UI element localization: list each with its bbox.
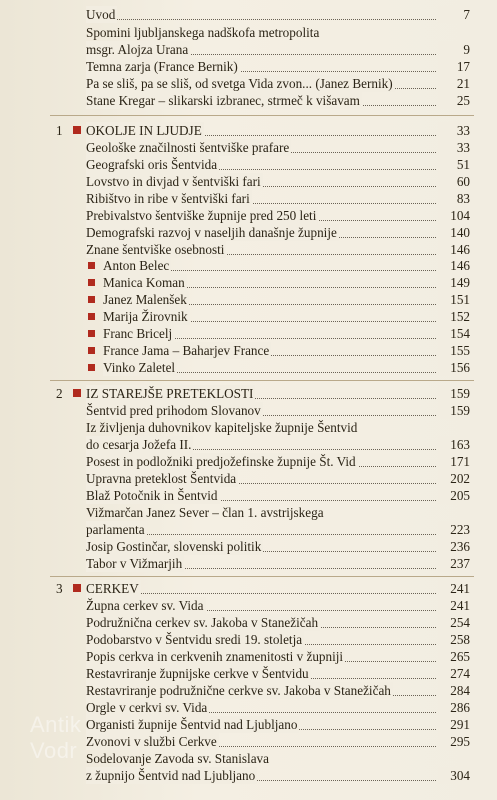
toc-entry-page: 223 <box>438 521 470 538</box>
toc-entry-page: 146 <box>438 241 470 258</box>
toc-entry-page: 237 <box>438 555 470 572</box>
chapter-number: 3 <box>56 581 63 596</box>
toc-entry-page: 286 <box>438 699 470 716</box>
toc-entry-page: 155 <box>438 342 470 359</box>
toc-entry <box>86 597 470 614</box>
toc-entry <box>86 665 470 682</box>
toc-entry <box>86 470 470 487</box>
bullet-square-icon <box>88 296 95 303</box>
toc-entry-title: Iz življenja duhovnikov kapiteljske župnije Šentvid <box>86 420 358 435</box>
toc-entry <box>86 241 470 258</box>
chapter-number: 1 <box>56 123 63 138</box>
toc-entry-title: Vinko Zaletel <box>103 360 176 375</box>
toc-entry <box>86 6 470 23</box>
toc-subentry <box>103 342 470 359</box>
toc-entry-page: 25 <box>438 92 470 109</box>
toc-entry-title: Janez Malenšek <box>103 292 187 307</box>
chapter-marker-icon <box>73 389 81 397</box>
toc-entry-title: Demografski razvoj v naseljih današnje župnije <box>86 225 337 240</box>
toc-entry-page: 171 <box>438 453 470 470</box>
toc-entry-title: Podobarstvo v Šentvidu sredi 19. stoletja <box>86 632 303 647</box>
toc-entry <box>86 173 470 190</box>
toc-entry-title: Pa se sliš, pa se sliš, od svetga Vida zvon... (Janez Bernik) <box>86 76 393 91</box>
section-divider <box>50 576 474 577</box>
toc-subentry <box>103 325 470 342</box>
toc-entry-page: 304 <box>438 767 470 784</box>
toc-entry-page: 236 <box>438 538 470 555</box>
chapter-heading <box>86 385 470 402</box>
toc-entry-title: Geološke značilnosti šentviške prafare <box>86 140 290 155</box>
bullet-square-icon <box>88 262 95 269</box>
toc-entry <box>86 716 470 733</box>
toc-entry-title: Restavriranje podružnične cerkve sv. Jakoba v Stanežičah <box>86 683 391 698</box>
bullet-square-icon <box>88 313 95 320</box>
toc-entry-page: 17 <box>438 58 470 75</box>
toc-entry <box>86 41 470 58</box>
toc-entry-title-cont: do cesarja Jožefa II. <box>86 437 192 452</box>
toc-entry-title: Josip Gostinčar, slovenski politik <box>86 539 262 554</box>
toc-entry-title-cont: parlamenta <box>86 522 145 537</box>
toc-subentry <box>103 274 470 291</box>
toc-entry-page: 202 <box>438 470 470 487</box>
chapter-heading <box>86 122 470 139</box>
chapter-title: CERKEV <box>86 581 139 596</box>
section-divider <box>50 115 474 116</box>
toc-entry <box>86 92 470 109</box>
toc-entry-page: 33 <box>438 139 470 156</box>
toc-entry-title: Šentvid pred prihodom Slovanov <box>86 403 261 418</box>
toc-entry-page: 83 <box>438 190 470 207</box>
toc-entry <box>86 139 470 156</box>
chapter-page: 159 <box>438 385 470 402</box>
toc-entry-title: Restavriranje župnijske cerkve v Šentvidu <box>86 666 309 681</box>
toc-entry-title: Uvod <box>86 7 116 22</box>
toc-entry <box>86 699 470 716</box>
toc-entry <box>86 156 470 173</box>
toc-entry-page: 265 <box>438 648 470 665</box>
toc-entry-title: Ribištvo in ribe v šentviški fari <box>86 191 250 206</box>
toc-entry <box>86 733 470 750</box>
watermark-line: Vodr <box>30 738 78 763</box>
toc-entry <box>86 402 470 419</box>
toc-entry-title: Sodelovanje Zavoda sv. Stanislava <box>86 751 269 766</box>
watermark <box>30 712 81 764</box>
toc-entry-title: Tabor v Vižmarjih <box>86 556 183 571</box>
toc-entry-page: 21 <box>438 75 470 92</box>
toc-entry-page: 254 <box>438 614 470 631</box>
toc-entry <box>86 58 470 75</box>
toc-entry-title-cont: msgr. Alojza Urana <box>86 42 189 57</box>
toc-entry-title: Franc Bricelj <box>103 326 173 341</box>
toc-entry-title: Popis cerkva in cerkvenih znamenitosti v župniji <box>86 649 344 664</box>
toc-entry-title: Upravna preteklost Šentvida <box>86 471 237 486</box>
toc-entry-page: 149 <box>438 274 470 291</box>
toc-entry <box>86 521 470 538</box>
toc-subentry <box>103 308 470 325</box>
toc-entry-page: 9 <box>438 41 470 58</box>
toc-entry-title: Podružnična cerkev sv. Jakoba v Stanežičah <box>86 615 319 630</box>
toc-entry-page: 154 <box>438 325 470 342</box>
toc-entry <box>86 614 470 631</box>
toc-entry-page: 159 <box>438 402 470 419</box>
toc-entry-title: Temna zarja (France Bernik) <box>86 59 238 74</box>
toc-entry <box>86 631 470 648</box>
chapter-page: 241 <box>438 580 470 597</box>
toc-entry-page: 104 <box>438 207 470 224</box>
toc-entry-title: Zvonovi v službi Cerkve <box>86 734 217 749</box>
toc-subentry <box>103 359 470 376</box>
toc-entry-page: 7 <box>438 6 470 23</box>
toc-entry-title: Manica Koman <box>103 275 185 290</box>
toc-entry-page: 295 <box>438 733 470 750</box>
toc-entry-title: Marija Žirovnik <box>103 309 188 324</box>
toc-entry-page: 140 <box>438 224 470 241</box>
toc-entry <box>86 767 470 784</box>
chapter-page: 33 <box>438 122 470 139</box>
toc-entry <box>86 207 470 224</box>
toc-entry-title: Lovstvo in divjad v šentviški fari <box>86 174 261 189</box>
toc-entry <box>86 224 470 241</box>
chapter-number: 2 <box>56 386 63 401</box>
toc-entry-page: 258 <box>438 631 470 648</box>
chapter-marker-icon <box>73 126 81 134</box>
watermark-line: Antik <box>30 712 82 737</box>
toc-entry-title: Vižmarčan Janez Sever – član 1. avstrijskega <box>86 505 324 520</box>
toc-entry-page: 291 <box>438 716 470 733</box>
toc-entry-title: Anton Belec <box>103 258 170 273</box>
toc-entry-page: 284 <box>438 682 470 699</box>
toc-entry <box>86 75 470 92</box>
bullet-square-icon <box>88 364 95 371</box>
toc-entry-title: Posest in podložniki predjožefinske župnije Št. Vid <box>86 454 356 469</box>
chapter-title: IZ STAREJŠE PRETEKLOSTI <box>86 386 254 401</box>
toc-entry <box>86 190 470 207</box>
toc-entry-title-cont: z župnijo Šentvid nad Ljubljano <box>86 768 256 783</box>
chapter-heading <box>86 580 470 597</box>
chapter-marker-icon <box>73 584 81 592</box>
chapter-title: OKOLJE IN LJUDJE <box>86 123 202 138</box>
toc-entry-page: 156 <box>438 359 470 376</box>
toc-entry-title: Geografski oris Šentvida <box>86 157 218 172</box>
toc-entry <box>86 538 470 555</box>
toc-entry-page: 151 <box>438 291 470 308</box>
toc-entry <box>86 682 470 699</box>
toc-entry-page: 146 <box>438 257 470 274</box>
toc-entry-page: 163 <box>438 436 470 453</box>
toc-entry-title: France Jama – Baharjev France <box>103 343 270 358</box>
toc-subentry <box>103 291 470 308</box>
toc-subentry <box>103 257 470 274</box>
toc-entry-page: 51 <box>438 156 470 173</box>
toc-entry-title: Organisti župnije Šentvid nad Ljubljano <box>86 717 298 732</box>
bullet-square-icon <box>88 279 95 286</box>
toc-entry <box>86 453 470 470</box>
toc-entry-title: Župna cerkev sv. Vida <box>86 598 204 613</box>
toc-entry <box>86 648 470 665</box>
toc-entry-title: Blaž Potočnik in Šentvid <box>86 488 218 503</box>
toc-entry <box>86 555 470 572</box>
bullet-square-icon <box>88 347 95 354</box>
section-divider <box>50 380 474 381</box>
bullet-square-icon <box>88 330 95 337</box>
toc-entry-page: 152 <box>438 308 470 325</box>
toc-entry-page: 274 <box>438 665 470 682</box>
toc-entry-title: Orgle v cerkvi sv. Vida <box>86 700 208 715</box>
toc-entry-title: Stane Kregar – slikarski izbranec, strmeč k višavam <box>86 93 360 108</box>
toc-entry-title: Znane šentviške osebnosti <box>86 242 225 257</box>
toc-entry-page: 60 <box>438 173 470 190</box>
toc-entry <box>86 487 470 504</box>
toc-entry-page: 205 <box>438 487 470 504</box>
toc-entry-page: 241 <box>438 597 470 614</box>
toc-entry <box>86 436 470 453</box>
toc-entry-title: Prebivalstvo šentviške župnije pred 250 leti <box>86 208 317 223</box>
toc-entry-title: Spomini ljubljanskega nadškofa metropolita <box>86 25 320 40</box>
